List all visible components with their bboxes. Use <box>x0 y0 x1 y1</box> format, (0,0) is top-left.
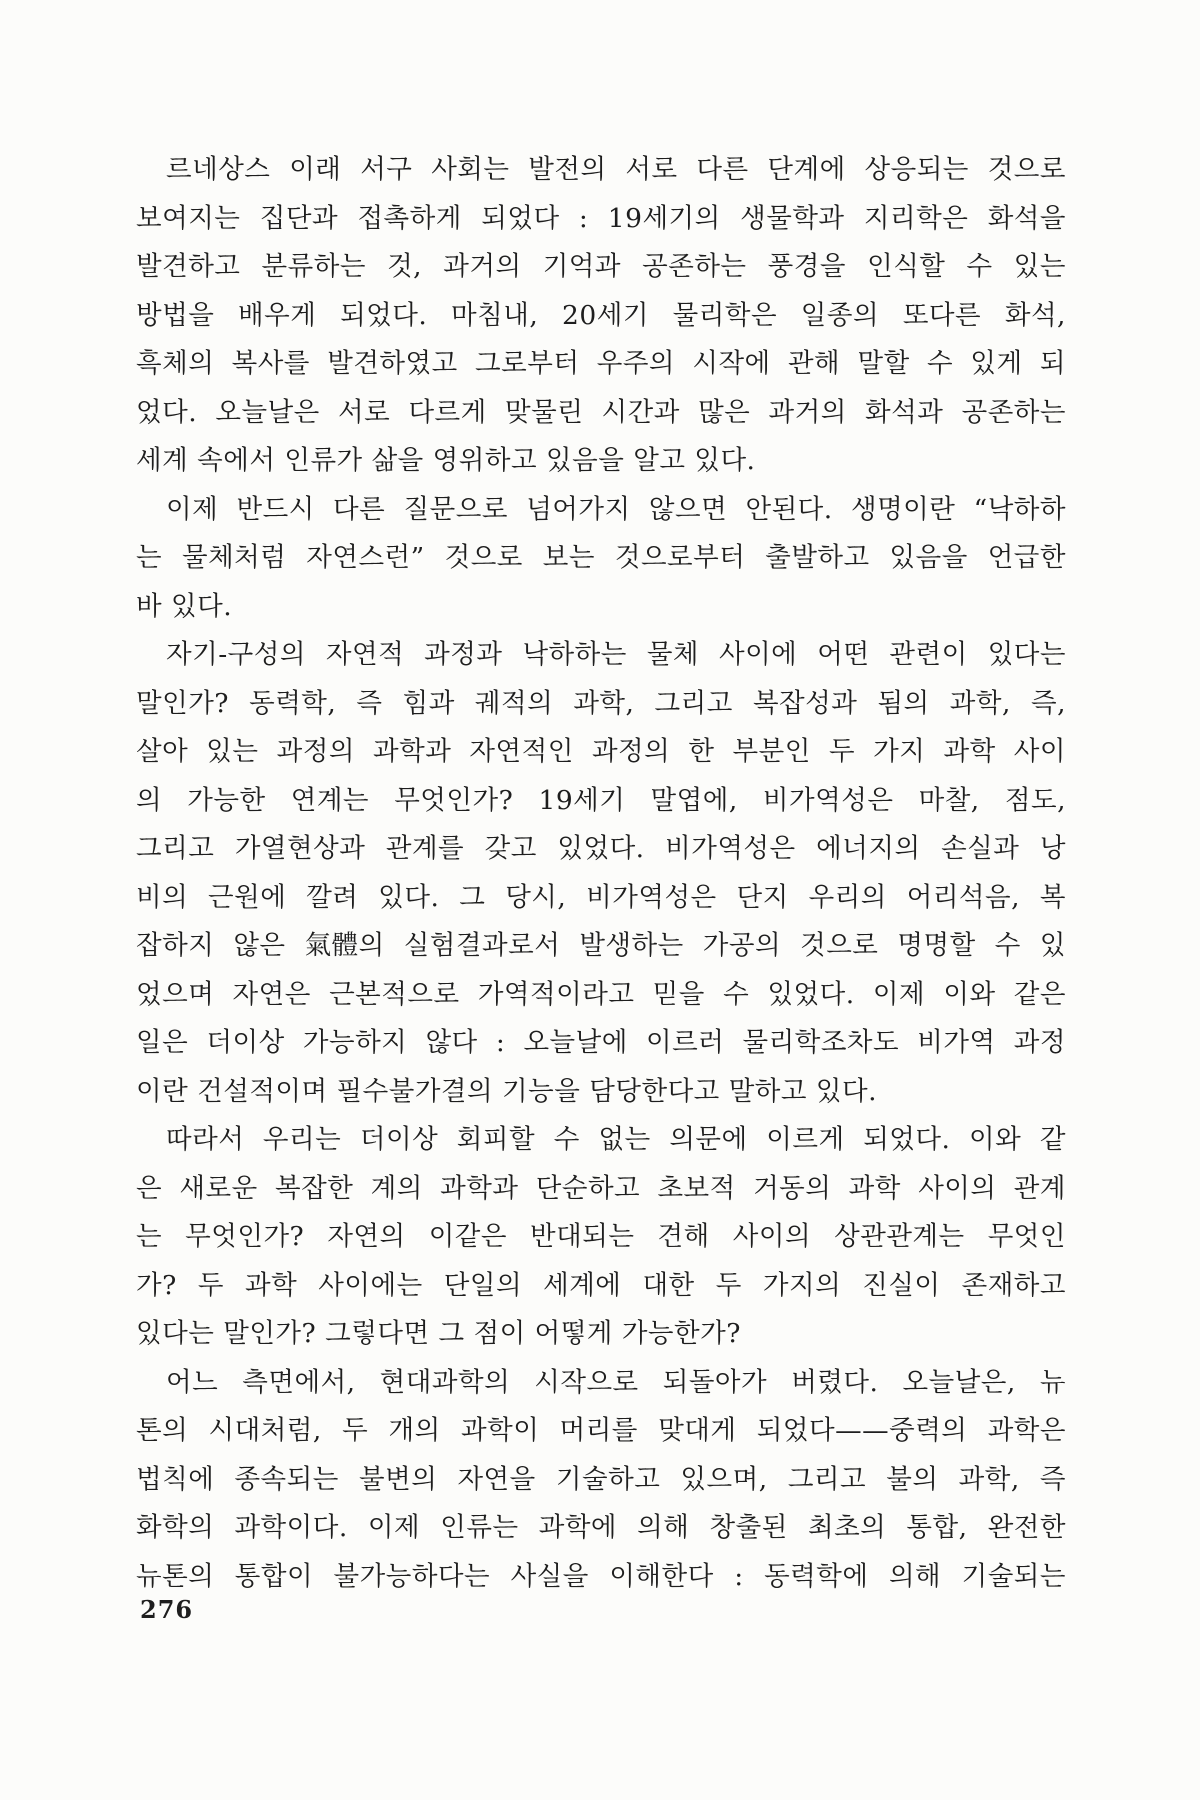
page-number: 276 <box>140 1595 194 1624</box>
text-line: 자기-구성의 자연적 과정과 낙하하는 물체 사이에 어떤 관련이 있다는 <box>166 639 1066 670</box>
text-line: 뉴톤의 통합이 불가능하다는 사실을 이해한다 : 동력학에 의해 기술되는 <box>136 1560 1066 1592</box>
text-line: 있다는 말인가? 그렇다면 그 점이 어떻게 가능한가? <box>136 1318 741 1349</box>
text-line: 은 새로운 복잡한 계의 과학과 단순하고 초보적 거동의 과학 사이의 관계 <box>136 1172 1066 1204</box>
text-line: 흑체의 복사를 발견하였고 그로부터 우주의 시작에 관해 말할 수 있게 되 <box>136 348 1066 379</box>
text-line: 었으며 자연은 근본적으로 가역적이라고 믿을 수 있었다. 이제 이와 같은 <box>136 978 1066 1010</box>
paragraph-3 <box>136 631 1066 1116</box>
text-line: 세계 속에서 인류가 삶을 영위하고 있음을 알고 있다. <box>136 445 756 476</box>
text-line: 바 있다. <box>136 590 233 622</box>
text-line: 어느 측면에서, 현대과학의 시작으로 되돌아가 버렸다. 오늘날은, 뉴 <box>166 1366 1066 1398</box>
text-line: 는 물체처럼 자연스런” 것으로 보는 것으로부터 출발하고 있음을 언급한 <box>136 542 1066 573</box>
text-line: 그리고 가열현상과 관계를 갖고 있었다. 비가역성은 에너지의 손실과 낭 <box>136 833 1066 864</box>
text-line: 의 가능한 연계는 무엇인가? 19세기 말엽에, 비가역성은 마찰, 점도, <box>136 784 1066 816</box>
paragraph-5 <box>136 1359 1066 1602</box>
text-line: 발견하고 분류하는 것, 과거의 기억과 공존하는 풍경을 인식할 수 있는 <box>136 251 1066 282</box>
paragraph-1 <box>136 146 1066 486</box>
text-line: 보여지는 집단과 접촉하게 되었다 : 19세기의 생물학과 지리학은 화석을 <box>136 202 1066 234</box>
text-line: 었다. 오늘날은 서로 다르게 맞물린 시간과 많은 과거의 화석과 공존하는 <box>136 396 1066 428</box>
text-line: 살아 있는 과정의 과학과 자연적인 과정의 한 부분인 두 가지 과학 사이 <box>136 736 1066 767</box>
text-line: 르네상스 이래 서구 사회는 발전의 서로 다른 단계에 상응되는 것으로 <box>166 154 1066 185</box>
text-line: 일은 더이상 가능하지 않다 : 오늘날에 이르러 물리학조차도 비가역 과정 <box>136 1027 1066 1058</box>
body-text <box>136 146 1066 1601</box>
text-line: 방법을 배우게 되었다. 마침내, 20세기 물리학은 일종의 또다른 화석, <box>136 299 1066 331</box>
text-line: 비의 근원에 깔려 있다. 그 당시, 비가역성은 단지 우리의 어리석음, 복 <box>136 881 1066 913</box>
text-line: 법칙에 종속되는 불변의 자연을 기술하고 있으며, 그리고 불의 과학, 즉 <box>136 1463 1066 1495</box>
text-line: 말인가? 동력학, 즉 힘과 궤적의 과학, 그리고 복잡성과 됨의 과학, 즉, <box>136 687 1066 719</box>
text-line: 는 무엇인가? 자연의 이같은 반대되는 견해 사이의 상관관계는 무엇인 <box>136 1221 1066 1252</box>
text-line: 잡하지 않은 氣體의 실험결과로서 발생하는 가공의 것으로 명명할 수 있 <box>136 930 1066 961</box>
paragraph-2 <box>136 486 1066 632</box>
text-line: 톤의 시대처럼, 두 개의 과학이 머리를 맞대게 되었다——중력의 과학은 <box>136 1415 1066 1446</box>
paragraph-4 <box>136 1116 1066 1359</box>
text-line: 가? 두 과학 사이에는 단일의 세계에 대한 두 가지의 진실이 존재하고 <box>136 1269 1066 1301</box>
text-line: 따라서 우리는 더이상 회피할 수 없는 의문에 이르게 되었다. 이와 같 <box>166 1124 1066 1155</box>
text-line: 이란 건설적이며 필수불가결의 기능을 담당한다고 말하고 있다. <box>136 1075 878 1107</box>
text-line: 이제 반드시 다른 질문으로 넘어가지 않으면 안된다. 생명이란 “낙하하 <box>166 493 1066 525</box>
text-line: 화학의 과학이다. 이제 인류는 과학에 의해 창출된 최초의 통합, 완전한 <box>136 1512 1066 1543</box>
